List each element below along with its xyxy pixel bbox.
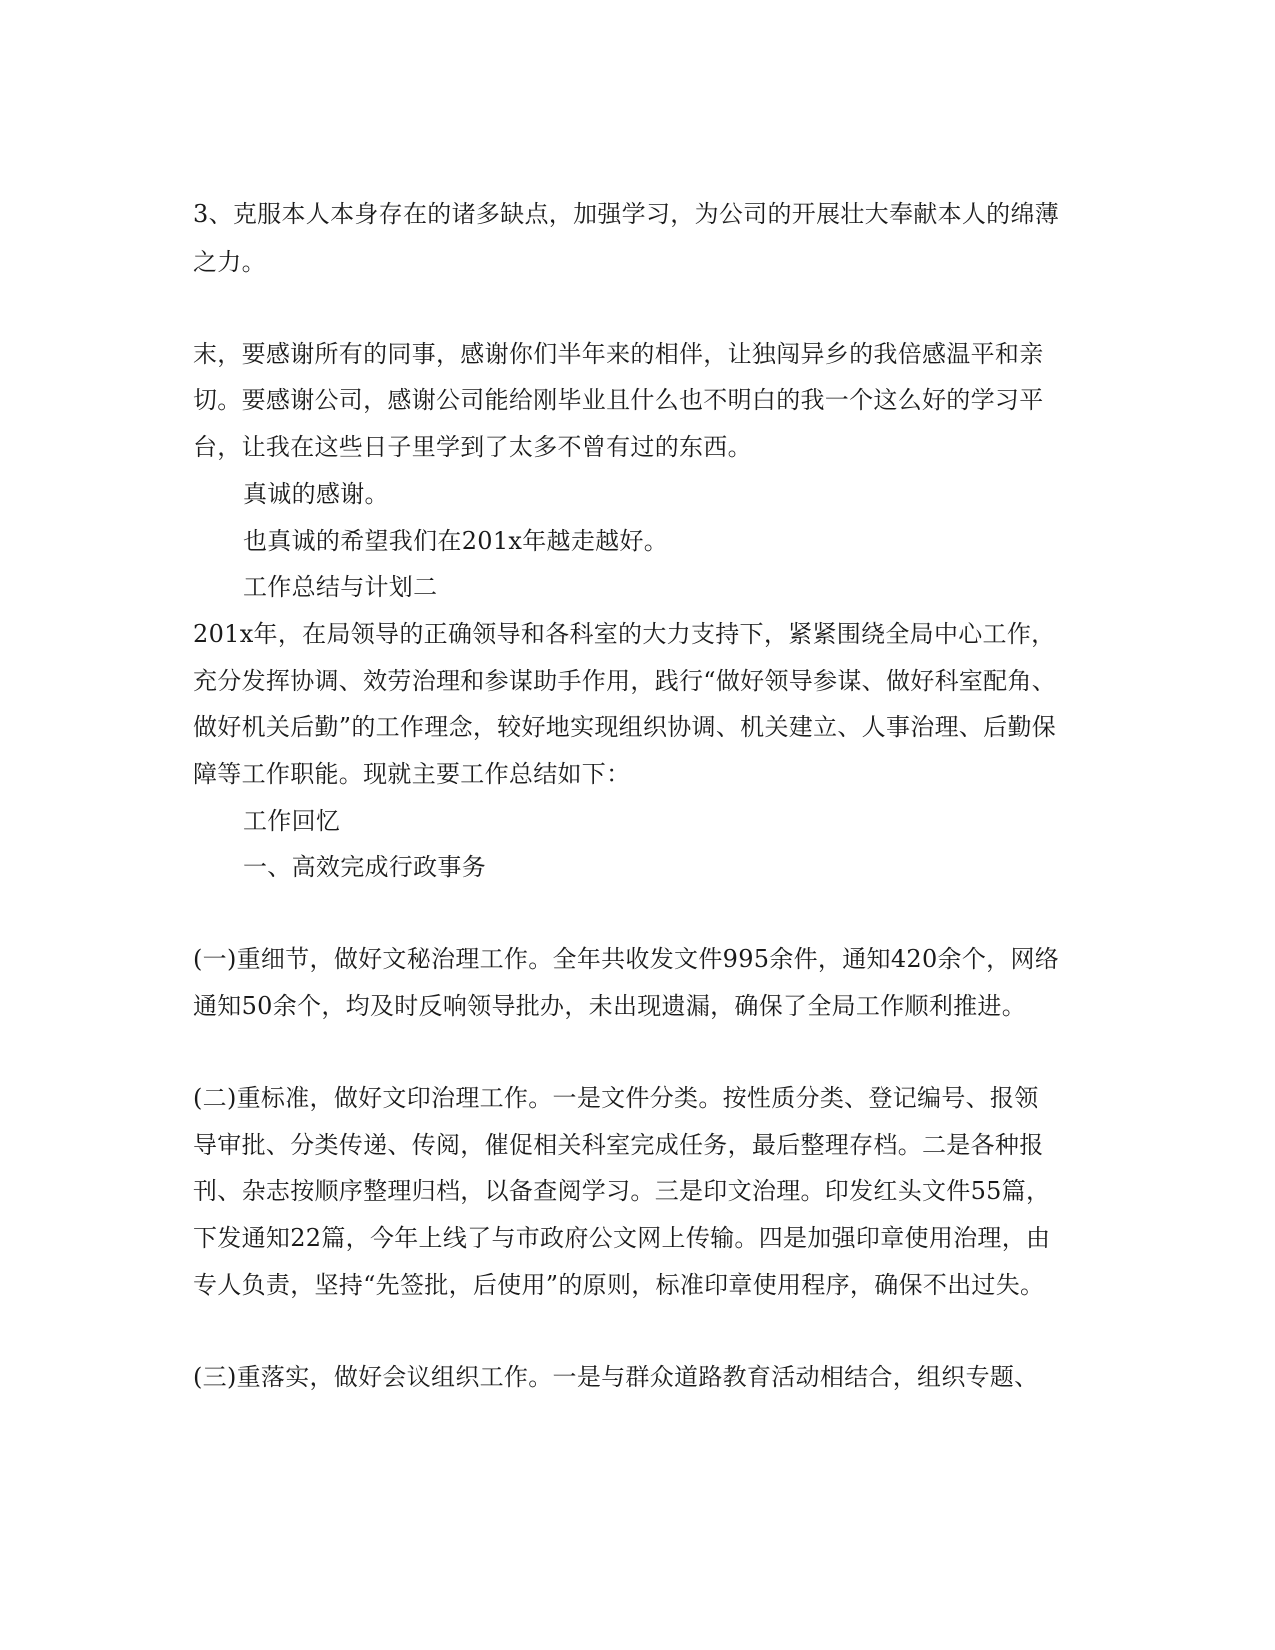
text-line: 3、克服本人本身存在的诸多缺点，加强学习，为公司的开展壮大奉献本人的绵薄: [193, 200, 1060, 228]
text-line: 201x年，在局领导的正确领导和各科室的大力支持下，紧紧围绕全局中心工作，: [193, 620, 1056, 648]
section-heading: 工作回忆: [243, 807, 341, 835]
text-line: (三)重落实，做好会议组织工作。一是与群众道路教育活动相结合，组织专题、: [193, 1363, 1039, 1391]
text-line: 刊、杂志按顺序整理归档，以备查阅学习。三是印文治理。印发红头文件55篇，: [193, 1177, 1051, 1205]
text-line: 也真诚的希望我们在201x年越走越好。: [243, 527, 669, 555]
text-line: 之力。: [193, 248, 266, 276]
text-line: 末，要感谢所有的同事，感谢你们半年来的相伴，让独闯异乡的我倍感温平和亲: [193, 340, 1044, 368]
text-line: (二)重标准，做好文印治理工作。一是文件分类。按性质分类、登记编号、报领: [193, 1084, 1039, 1112]
text-line: 做好机关后勤”的工作理念，较好地实现组织协调、机关建立、人事治理、后勤保: [193, 713, 1057, 741]
text-line: (一)重细节，做好文秘治理工作。全年共收发文件995余件，通知420余个，网络: [193, 945, 1060, 973]
section-heading: 一、高效完成行政事务: [243, 853, 486, 881]
text-line: 充分发挥协调、效劳治理和参谋助手作用，践行“做好领导参谋、做好科室配角、: [193, 667, 1057, 695]
section-heading: 工作总结与计划二: [243, 573, 438, 601]
text-line: 专人负责，坚持“先签批，后使用”的原则，标准印章使用程序，确保不出过失。: [193, 1271, 1045, 1299]
text-line: 台，让我在这些日子里学到了太多不曾有过的东西。: [193, 433, 752, 461]
text-line: 障等工作职能。现就主要工作总结如下：: [193, 760, 631, 788]
text-line: 切。要感谢公司，感谢公司能给刚毕业且什么也不明白的我一个这么好的学习平: [193, 386, 1044, 414]
text-line: 导审批、分类传递、传阅，催促相关科室完成任务，最后整理存档。二是各种报: [193, 1131, 1044, 1159]
text-line: 通知50余个，均及时反响领导批办，未出现遗漏，确保了全局工作顺利推进。: [193, 992, 1027, 1020]
text-line: 真诚的感谢。: [243, 480, 389, 508]
text-line: 下发通知22篇，今年上线了与市政府公文网上传输。四是加强印章使用治理，由: [193, 1224, 1051, 1252]
